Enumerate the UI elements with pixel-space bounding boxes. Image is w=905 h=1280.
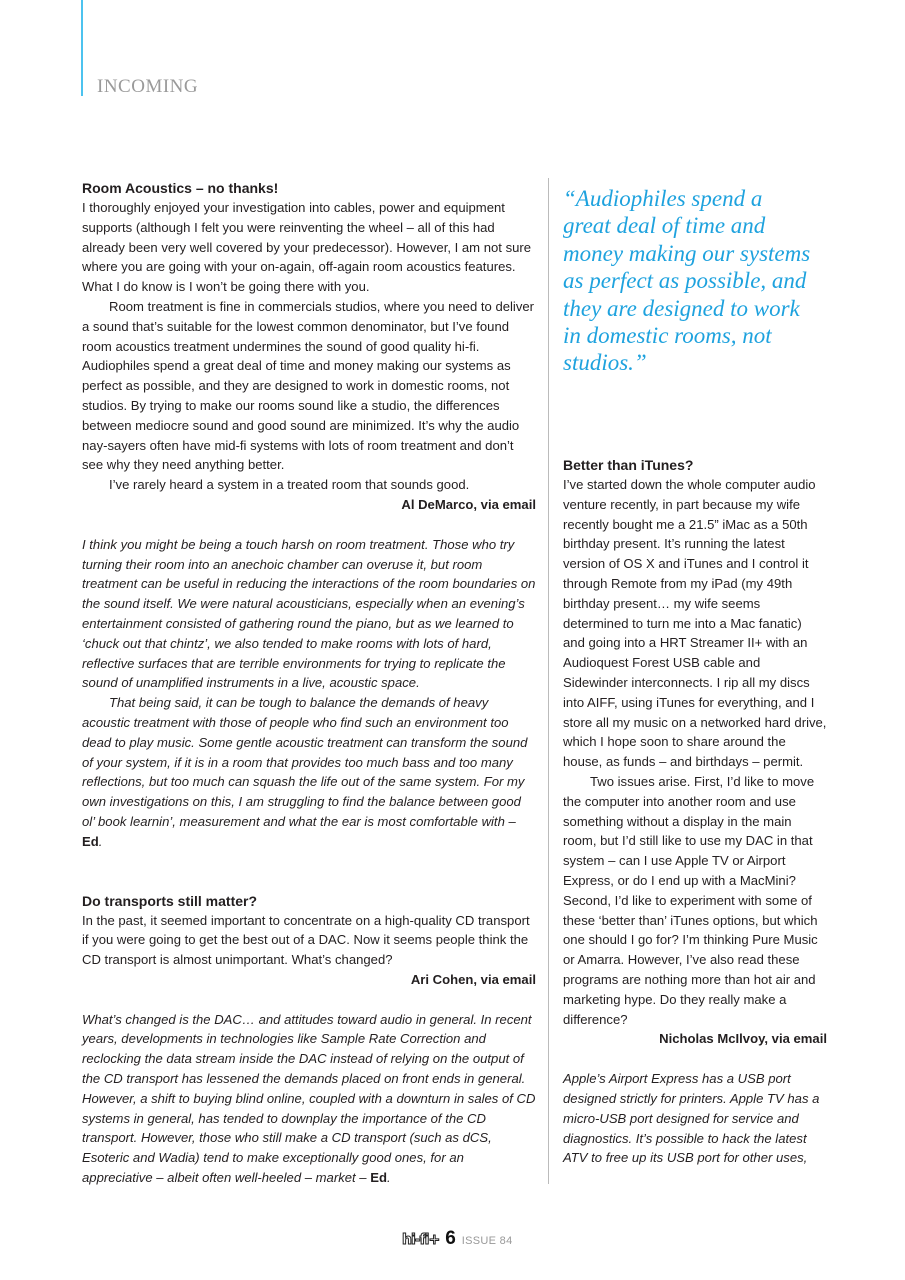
reply-end: . xyxy=(386,1170,391,1186)
left-column xyxy=(82,178,536,1188)
right-column xyxy=(563,455,827,1168)
editor-sign: Ed xyxy=(82,833,99,849)
letter-signature: Al DeMarco, via email xyxy=(401,496,536,512)
letter-paragraph: I’ve started down the whole computer audio venture recently, in part because my wife recently bought me a 21.5” iMac as a 50th birthday present. It’s running the latest version of OS X and iTunes and I control it through Remote from my iPad (my 49th birthday present… my wife seems determined to turn me into a Mac fanatic) and going into a HRT Streamer II+ with an Audioquest Forest USB cable and Sidewinder interconnects. I rip all my discs into AIFF, using iTunes for everything, and I store all my music on a networked hard drive, which I hope soon to share around the house, as funds – and birthdays – permit. xyxy=(563,477,827,770)
editor-sign: Ed xyxy=(370,1170,387,1186)
section-label: INCOMING xyxy=(97,76,199,97)
magazine-logo: hi-fi+ xyxy=(402,1232,440,1248)
section-accent-bar xyxy=(81,0,83,96)
editor-reply xyxy=(82,1010,536,1188)
reply-end: . xyxy=(98,833,103,849)
editor-reply: Apple’s Airport Express has a USB port designed strictly for printers. Apple TV has a micro-USB port designed for service and diagnostics. It’s possible to hack the latest ATV to free up its USB port for other uses, xyxy=(563,1071,820,1166)
letter-paragraph: Room treatment is fine in commercials studios, where you need to deliver a sound that’s suitable for the lowest common denominator, but I’ve found room acoustics treatment undermines the sound of good quality hi-fi. Audiophiles spend a great deal of time and money making our systems as perfect as possible, and they are designed to work in domestic rooms, not studios. By trying to make our rooms sound like a studio, the differences between mediocre sound and good sound are minimized. It’s why the audio nay-sayers often have mid-fi systems with lots of room treatment and don’t see why they need anything better. xyxy=(82,298,535,473)
letter-signature: Ari Cohen, via email xyxy=(410,971,536,987)
issue-number: ISSUE 84 xyxy=(461,1235,513,1247)
column-divider xyxy=(548,178,549,1184)
page-footer xyxy=(402,1228,512,1250)
letter-title: Room Acoustics – no thanks! xyxy=(82,180,279,196)
letter-paragraph: In the past, it seemed important to concentrate on a high-quality CD transport if you were going to get the best out of a DAC. Now it seems people think the CD transport is almost unimportant. What’s changed? xyxy=(82,912,530,968)
letter-paragraph: I thoroughly enjoyed your investigation into cables, power and equipment supports (although I felt you were reinventing the wheel – all of this had already been very well covered by your predecessor). However, I am not sure where you are going with your on-again, off-again room acoustics features. What I do know is I won’t be going there with you. xyxy=(82,200,532,295)
editor-reply xyxy=(82,693,536,851)
reply-text: That being said, it can be tough to balance the demands of heavy acoustic treatment with those of people who find such an environment too dead to play music. Some gentle acoustic treatment can transform the sound of your system, if it is in a room that provides too much bass and too many reflections, but too much can squash the life out of the same system. For my own investigations on this, I am struggling to find the balance between good ol’ book learnin’, measurement and what the ear is most comfortable with – xyxy=(82,695,528,829)
editor-reply: I think you might be being a touch harsh on room treatment. Those who try turning their room into an anechoic chamber can overuse it, but room treatment can be useful in reducing the interactions of the room boundaries on the sound itself. We were natural acousticians, especially when an evening’s entertainment consisted of gathering round the piano, but as we learned to ‘chuck out that chintz’, we also tended to make rooms with lots of hard, reflective surfaces that are terrible environments for trying to replicate the sound of unamplified instruments in a live, acoustic space. xyxy=(82,536,536,691)
letter-title: Do transports still matter? xyxy=(82,892,258,909)
letter-paragraph: I’ve rarely heard a system in a treated room that sounds good. xyxy=(109,477,470,493)
letter-paragraph: Two issues arise. First, I’d like to move the computer into another room and use something without a display in the main room, but I’d still like to use my DAC in that system – can I use Apple TV or Airport Express, or do I end up with a MacMini? Second, I’d like to experiment with some of these ‘better than’ iTunes options, but which one should I go for? I’m thinking Pure Music or Amarra. However, I’ve also read these programs are nothing more than hot air and marketing hype. Do they really make a difference? xyxy=(563,773,818,1027)
letter-signature: Nicholas McIlvoy, via email xyxy=(659,1031,827,1047)
reply-text: What’s changed is the DAC… and attitudes toward audio in general. In recent years, developments in technologies like Sample Rate Correction and reclocking the data stream inside the DAC instead of relying on the output of the CD transport has lessened the demands placed on front ends in general. However, a shift to buying blind online, coupled with a downturn in sales of CD systems in general, has tended to downplay the importance of the CD transport. However, those who still make a CD transport (such as dCS, Esoteric and Wadia) tend to make exceptionally good ones, for an appreciative – albeit often well-heeled – market – xyxy=(82,1011,536,1186)
page-number: 6 xyxy=(445,1228,456,1249)
letter-title: Better than iTunes? xyxy=(563,457,694,473)
pull-quote: “Audiophiles spend a great deal of time and money making our systems as perfect as possible, and they are designed to work in domestic rooms, not studios.” xyxy=(563,186,811,376)
